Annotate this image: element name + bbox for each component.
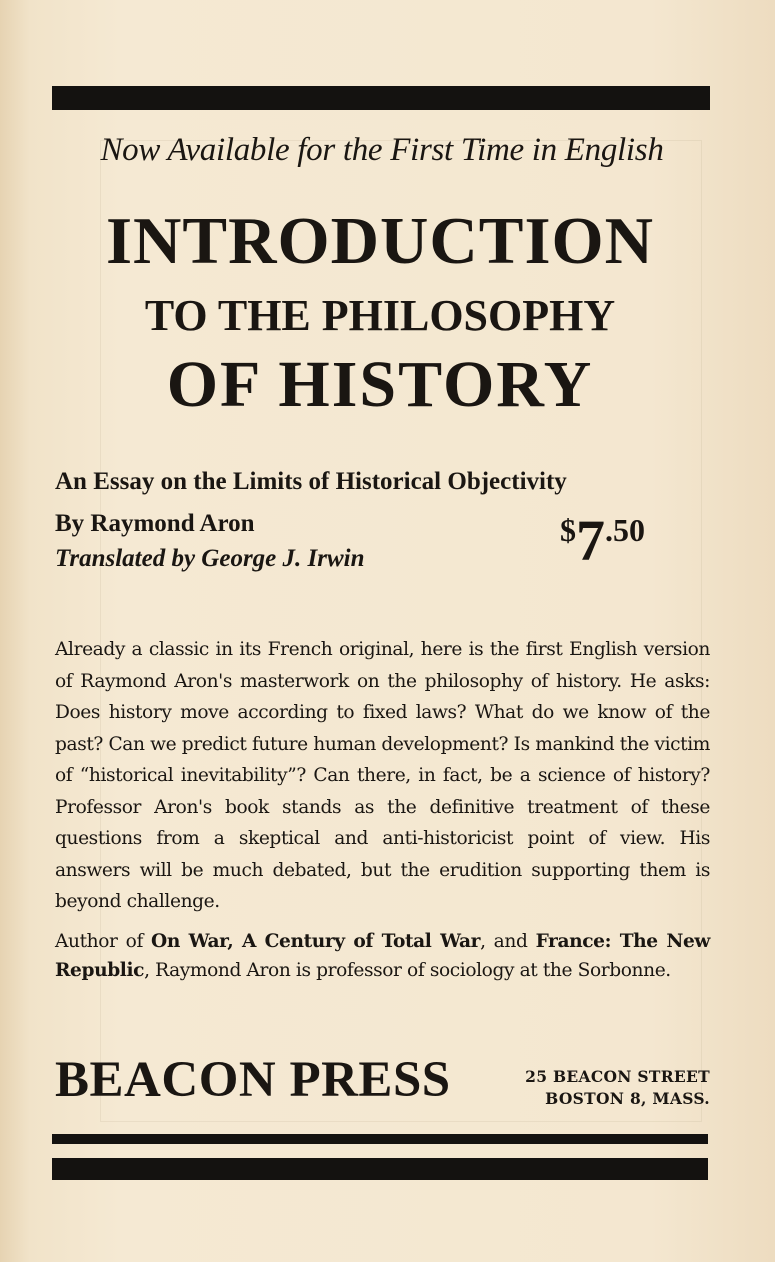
price-cents: .50 (605, 512, 645, 548)
tagline: Now Available for the First Time in English (100, 132, 664, 168)
price-dollar-sign: $ (560, 512, 576, 548)
bottom-rule-thin (52, 1134, 708, 1144)
bottom-rule-thick (52, 1158, 708, 1180)
title-line-3: OF HISTORY (166, 348, 594, 421)
publisher-name: BEACON PRESS (55, 1052, 451, 1108)
author-note-suffix: , Raymond Aron is professor of sociology at the Sorbonne. (144, 960, 671, 981)
subtitle: An Essay on the Limits of Historical Objectivity (55, 468, 567, 495)
author-note-sep1: , (227, 931, 242, 952)
translator-line: Translated by George J. Irwin (55, 545, 365, 572)
author-line: By Raymond Aron (55, 510, 255, 537)
top-rule (52, 86, 710, 110)
author-note-sep2: , and (480, 931, 536, 952)
title-line-2: TO THE PHILOSOPHY (144, 291, 616, 340)
address-line-2: BOSTON 8, MASS. (545, 1089, 710, 1108)
address-line-1: 25 BEACON STREET (525, 1067, 710, 1086)
book-title-on-war: On War (151, 931, 228, 952)
author-note-prefix: Author of (55, 931, 152, 952)
price-major: 7 (576, 508, 605, 573)
title-line-1: INTRODUCTION (105, 204, 655, 278)
author-note (55, 927, 710, 985)
description-paragraph: Already a classic in its French original, here is the first English version of Raymond Aron's masterwork on the philosophy of history. He asks: Does history move according to fixed laws? What do we know of the past? Can we predict future human development? Is mankind the victim of “historical inevitability”? Can there, in fact, be a science of history? Professor Aron's book stands as the definitive treatment of these questions from a skeptical and anti-historicist point of view. His answers will be much debated, but the erudition supporting them is beyond challenge. (55, 639, 710, 912)
publisher-address (495, 1066, 710, 1110)
book-title-france: France: The New Republic (55, 931, 710, 981)
price (560, 508, 710, 573)
book-title-century: A Century of Total War (241, 931, 481, 952)
